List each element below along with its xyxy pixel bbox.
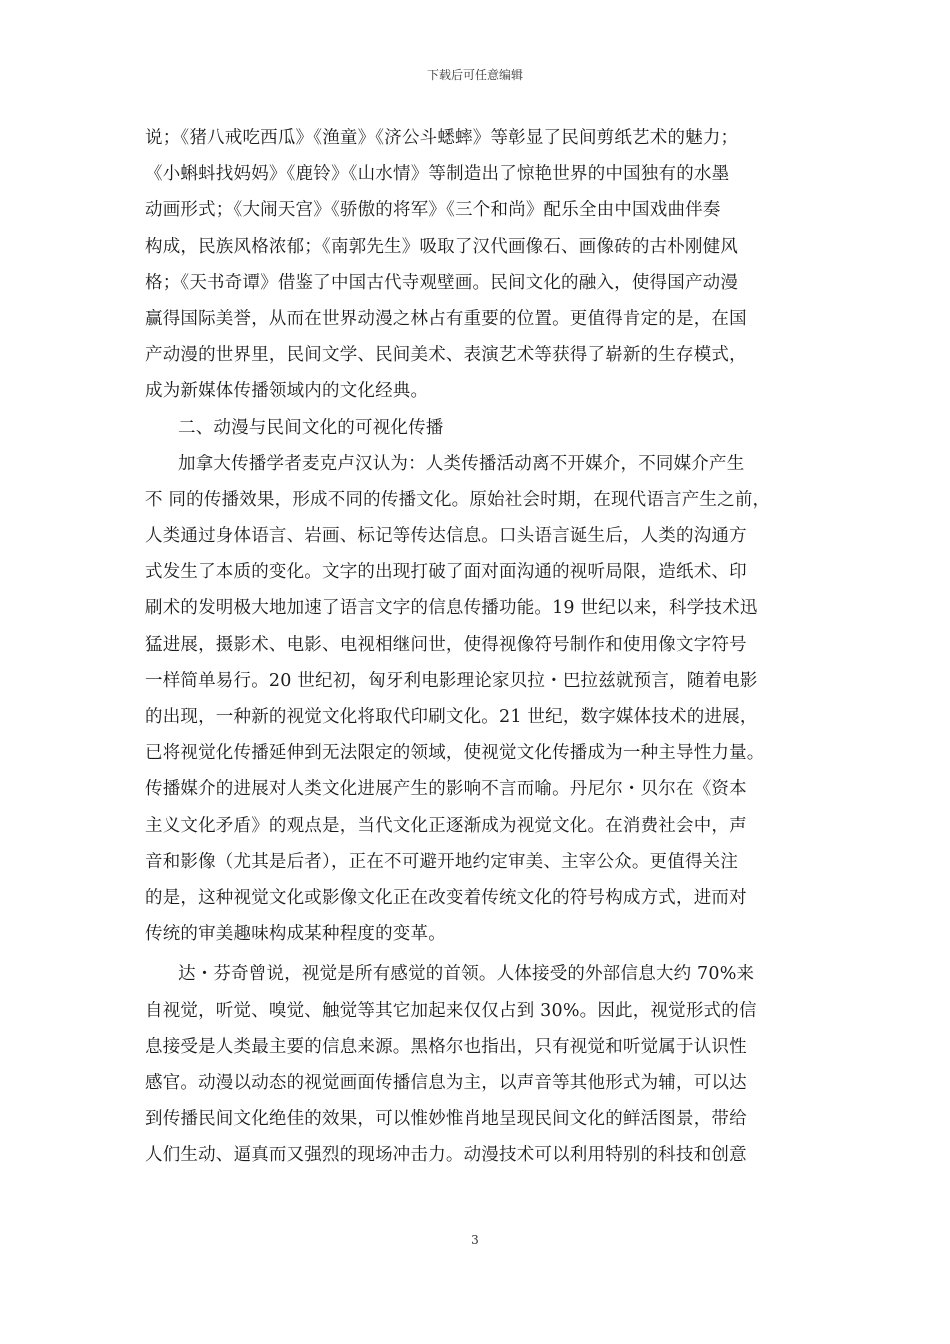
section-heading: 二、动漫与民间文化的可视化传播: [178, 417, 444, 438]
text-line: 已将视觉化传播延伸到无法限定的领域，使视觉文化传播成为一种主导性力量。: [145, 743, 765, 764]
text-line: 一样简单易行。20 世纪初，匈牙利电影理论家贝拉・巴拉兹就预言，随着电影: [145, 670, 758, 691]
text-line: 《小蝌蚪找妈妈》《鹿铃》《山水情》等制造出了惊艳世界的中国独有的水墨: [145, 164, 730, 185]
text-line: 赢得国际美誉，从而在世界动漫之林占有重要的位置。更值得肯定的是，在国: [145, 308, 747, 329]
text-line: 说；《猪八戒吃西瓜》《渔童》《济公斗蟋蟀》等彰显了民间剪纸艺术的魅力；: [145, 128, 739, 148]
text-line: 构成，民族风格浓郁；《南郭先生》吸取了汉代画像石、画像砖的古朴刚健风: [145, 236, 739, 257]
text-line: 自视觉，听觉、嗅觉、触觉等其它加起来仅仅占到 30%。因此，视觉形式的信: [145, 1000, 757, 1021]
text-line: 传统的审美趣味构成某种程度的变革。: [145, 924, 446, 945]
text-line: 传播媒介的进展对人类文化进展产生的影响不言而喻。丹尼尔・贝尔在《资本: [145, 779, 747, 800]
text-line: 人们生动、逼真而又强烈的现场冲击力。动漫技术可以利用特别的科技和创意: [145, 1145, 747, 1166]
text-line: 感官。动漫以动态的视觉画面传播信息为主，以声音等其他形式为辅，可以达: [145, 1072, 747, 1093]
text-line: 音和影像（尤其是后者），正在不可避开地约定审美、主宰公众。更值得关注: [145, 851, 739, 872]
text-line: 不 同的传播效果，形成不同的传播文化。原始社会时期，在现代语言产生之前，: [145, 489, 771, 510]
page-header: 下载后可任意编辑: [426, 68, 523, 82]
text-line: 的出现，一种新的视觉文化将取代印刷文化。21 世纪，数字媒体技术的进展，: [145, 707, 758, 727]
text-line: 达・芬奇曾说，视觉是所有感觉的首领。人体接受的外部信息大约 70%来: [178, 964, 755, 985]
text-line: 格；《天书奇谭》借鉴了中国古代寺观壁画。民间文化的融入，使得国产动漫: [145, 272, 739, 293]
text-line: 到传播民间文化绝佳的效果，可以惟妙惟肖地呈现民间文化的鲜活图景，带给: [145, 1109, 747, 1130]
text-line: 加拿大传播学者麦克卢汉认为：人类传播活动离不开媒介，不同媒介产生: [178, 453, 745, 474]
text-line: 人类通过身体语言、岩画、标记等传达信息。口头语言诞生后，人类的沟通方: [145, 526, 747, 547]
text-line: 的是，这种视觉文化或影像文化正在改变着传统文化的符号构成方式，进而对: [145, 887, 747, 908]
page-number: 3: [471, 1233, 479, 1247]
text-line: 产动漫的世界里，民间文学、民间美术、表演艺术等获得了崭新的生存模式，: [145, 345, 747, 366]
text-line: 成为新媒体传播领域内的文化经典。: [145, 381, 429, 402]
text-line: 式发生了本质的变化。文字的出现打破了面对面沟通的视听局限，造纸术、印: [145, 562, 747, 583]
text-line: 动画形式；《大闹天宫》《骄傲的将军》《三个和尚》配乐全由中国戏曲伴奏: [145, 200, 721, 221]
text-line: 猛进展，摄影术、电影、电视相继问世，使得视像符号制作和使用像文字符号: [145, 634, 747, 655]
text-line: 息接受是人类最主要的信息来源。黑格尔也指出，只有视觉和听觉属于认识性: [145, 1036, 747, 1057]
document-body: [145, 120, 805, 1173]
text-line: 主义文化矛盾》的观点是，当代文化正逐渐成为视觉文化。在消费社会中，声: [145, 815, 747, 836]
text-line: 刷术的发明极大地加速了语言文字的信息传播功能。19 世纪以来，科学技术迅: [145, 598, 758, 619]
